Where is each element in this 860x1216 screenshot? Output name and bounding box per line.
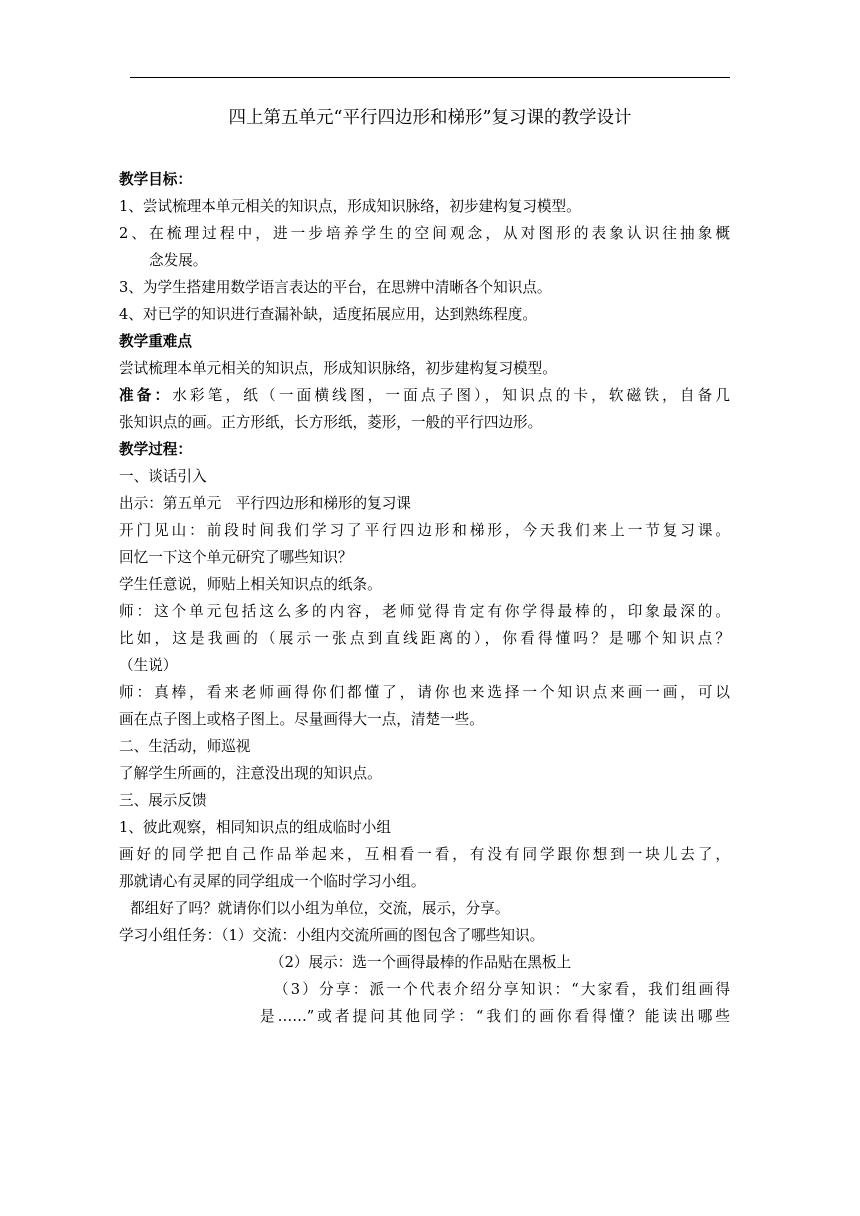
preparation-text: 水彩笔，纸（一面横线图，一面点子图），知识点的卡，软磁铁，自备几 (172, 387, 730, 404)
process-line: 师：真棒，看来老师画得你们都懂了，请你也来选择一个知识点来画一画，可以 (119, 684, 730, 701)
objective-item-continuation: 念发展。 (149, 252, 208, 269)
process-line: 出示：第五单元 平行四边形和梯形的复习课 (119, 495, 411, 512)
process-line: 师：这个单元包括这么多的内容，老师觉得肯定有你学得最棒的，印象最深的。 (119, 603, 730, 620)
key-points-heading: 教学重难点 (119, 333, 192, 350)
process-line: 画好的同学把自己作品举起来，互相看一看，有没有同学跟你想到一块儿去了， (119, 846, 730, 863)
process-line: 比如，这是我画的（展示一张点到直线距离的），你看得懂吗？是哪个知识点？ (119, 630, 730, 647)
group-task-line: 学习小组任务：（1）交流：小组内交流所画的图包含了哪些知识。 (119, 927, 545, 944)
preparation-line-2: 张知识点的画。正方形纸，长方形纸，菱形，一般的平行四边形。 (119, 414, 543, 431)
objective-item: 4、对已学的知识进行查漏补缺，适度拓展应用，达到熟练程度。 (119, 306, 537, 323)
process-line: 学生任意说，师贴上相关知识点的纸条。 (119, 576, 382, 593)
group-task-line: 是……”或者提问其他同学：“我们的画你看得懂？能读出哪些 (260, 1008, 730, 1025)
process-line: 回忆一下这个单元研究了哪些知识？ (119, 549, 353, 566)
process-line: 1、彼此观察，相同知识点的组成临时小组 (119, 819, 391, 836)
document-title: 四上第五单元“平行四边形和梯形”复习课的教学设计 (228, 108, 632, 128)
process-line: 开门见山：前段时间我们学习了平行四边形和梯形，今天我们来上一节复习课。 (119, 522, 730, 539)
group-task-line: （2）展示：选一个画得最棒的作品贴在黑板上 (270, 954, 572, 971)
objectives-heading: 教学目标： (119, 171, 192, 188)
process-section-heading: 三、展示反馈 (119, 792, 207, 809)
preparation-label: 准备： (119, 387, 173, 404)
document-body (119, 166, 730, 1030)
objective-item: 3、为学生搭建用数学语言表达的平台，在思辨中清晰各个知识点。 (119, 279, 552, 296)
preparation-line (119, 382, 730, 409)
process-heading: 教学过程： (119, 441, 192, 458)
objective-item: 1、尝试梳理本单元相关的知识点，形成知识脉络，初步建构复习模型。 (119, 198, 581, 215)
header-rule (130, 77, 730, 78)
process-section-heading: 二、生活动，师巡视 (119, 738, 251, 755)
process-line: 画在点子图上或格子图上。尽量画得大一点，清楚一些。 (119, 711, 484, 728)
process-line: 都组好了吗？就请你们以小组为单位，交流，展示，分享。 (130, 900, 510, 917)
process-line: （生说） (119, 657, 178, 674)
process-section-heading: 一、谈话引入 (119, 468, 207, 485)
process-line: 了解学生所画的，注意没出现的知识点。 (119, 765, 382, 782)
document-page (119, 0, 730, 1216)
objective-item: 2、在梳理过程中，进一步培养学生的空间观念，从对图形的表象认识往抽象概 (119, 225, 730, 242)
group-task-line: （3）分享：派一个代表介绍分享知识：“大家看，我们组画得 (274, 981, 730, 998)
process-line: 那就请心有灵犀的同学组成一个临时学习小组。 (119, 873, 426, 890)
key-points-text: 尝试梳理本单元相关的知识点，形成知识脉络，初步建构复习模型。 (119, 360, 557, 377)
